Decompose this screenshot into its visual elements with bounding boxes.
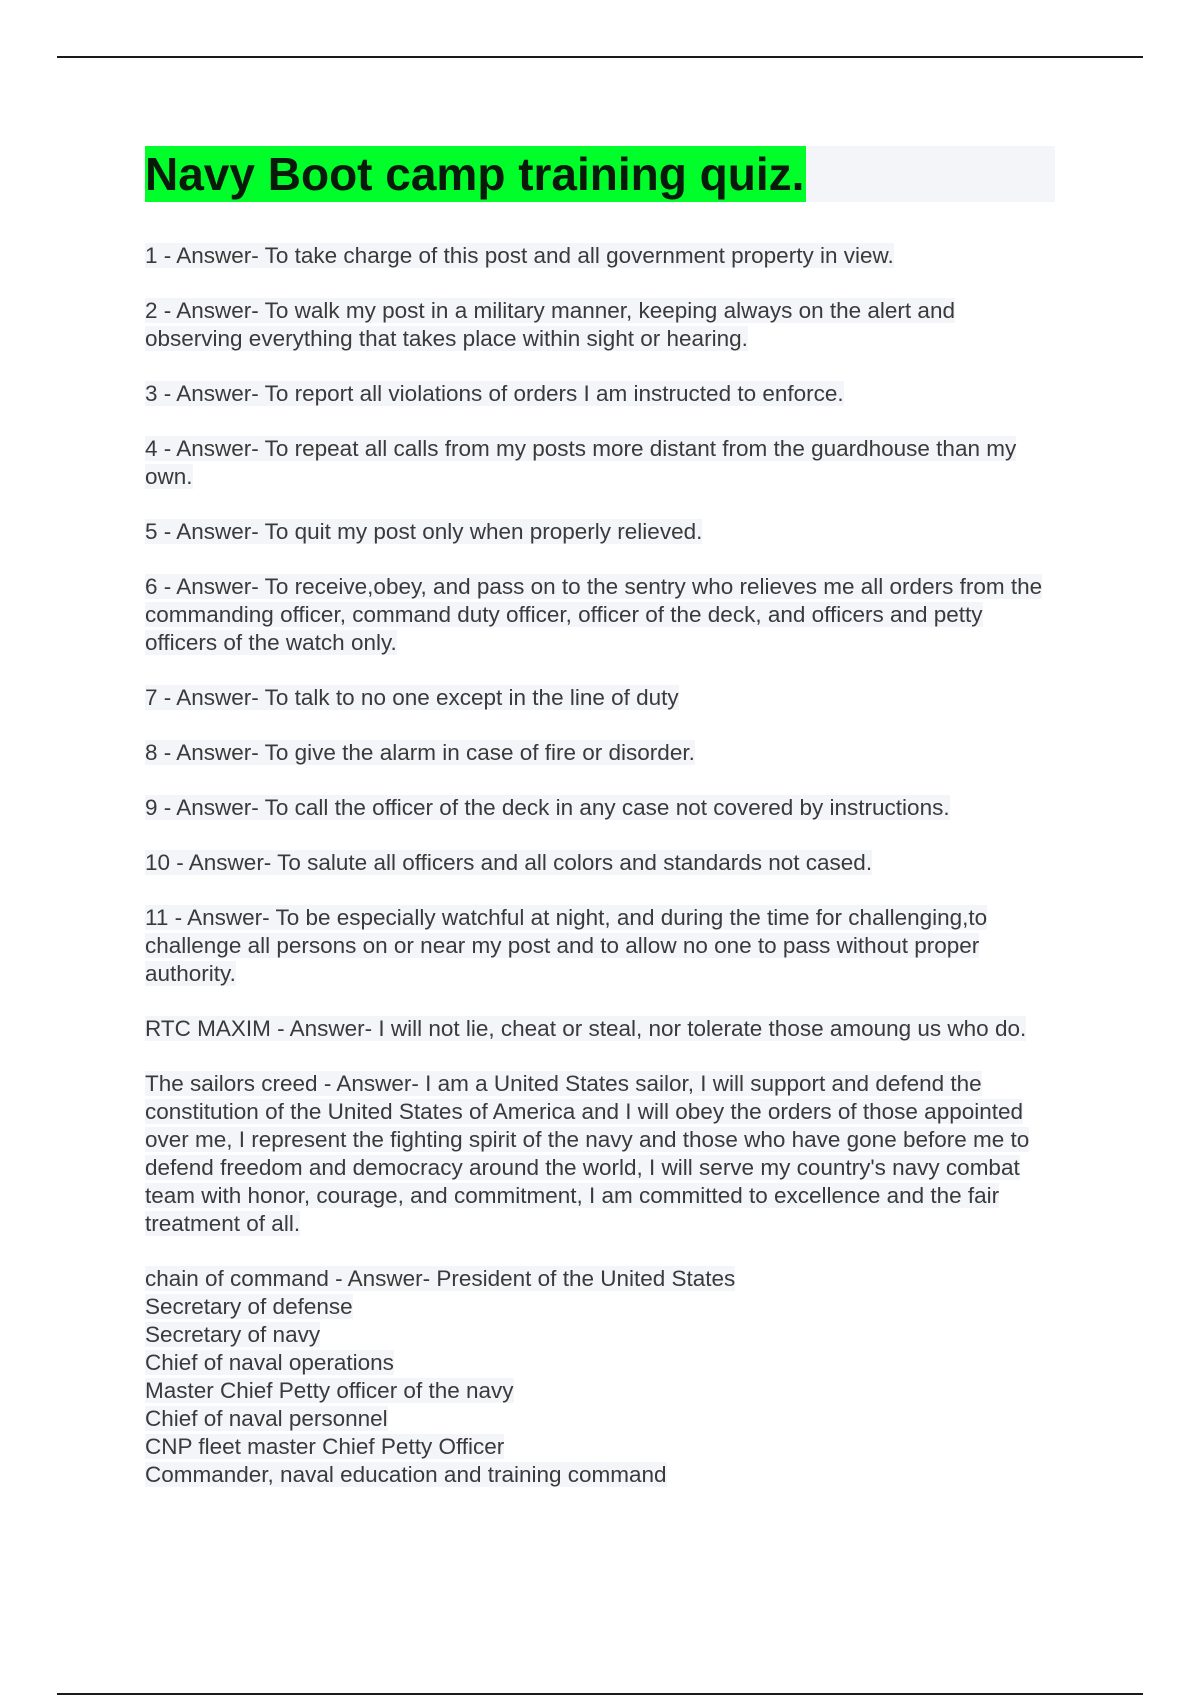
- answer-4: [145, 435, 1055, 491]
- chain-item-text: Chief of naval personnel: [145, 1406, 388, 1431]
- chain-item-text: Master Chief Petty officer of the navy: [145, 1378, 514, 1403]
- answer-6-text: 6 - Answer- To receive,obey, and pass on to the sentry who relieves me all orders from the commanding officer, command duty officer, officer of the deck, and officers and petty officers of the watch only.: [145, 574, 1043, 655]
- chain-item: [145, 1349, 1055, 1377]
- answer-9-text: 9 - Answer- To call the officer of the deck in any case not covered by instructions.: [145, 795, 950, 820]
- answer-5: [145, 518, 1055, 546]
- answer-11: [145, 904, 1055, 988]
- answer-7-text: 7 - Answer- To talk to no one except in the line of duty: [145, 685, 679, 710]
- chain-item-text: Chief of naval operations: [145, 1350, 394, 1375]
- chain-of-command: [145, 1265, 1055, 1489]
- chain-item: [145, 1461, 1055, 1489]
- answer-7: [145, 684, 1055, 712]
- page-title: Navy Boot camp training quiz.: [145, 148, 805, 200]
- document-body: [145, 146, 1055, 1489]
- chain-item: [145, 1405, 1055, 1433]
- answer-8: [145, 739, 1055, 767]
- sailors-creed: [145, 1070, 1055, 1238]
- answer-10-text: 10 - Answer- To salute all officers and all colors and standards not cased.: [145, 850, 873, 875]
- chain-item-text: chain of command - Answer- President of the United States: [145, 1266, 736, 1291]
- chain-item: [145, 1433, 1055, 1461]
- answer-1-text: 1 - Answer- To take charge of this post and all government property in view.: [145, 243, 894, 268]
- rtc-maxim-text: RTC MAXIM - Answer- I will not lie, cheat or steal, nor tolerate those amoung us who do.: [145, 1016, 1027, 1041]
- chain-item-text: Commander, naval education and training command: [145, 1462, 667, 1487]
- answer-3-text: 3 - Answer- To report all violations of orders I am instructed to enforce.: [145, 381, 844, 406]
- answer-2-text: 2 - Answer- To walk my post in a military manner, keeping always on the alert and observing everything that takes place within sight or hearing.: [145, 298, 955, 351]
- answer-9: [145, 794, 1055, 822]
- bottom-rule: [57, 1693, 1143, 1695]
- answer-1: [145, 242, 1055, 270]
- answer-6: [145, 573, 1055, 657]
- answer-3: [145, 380, 1055, 408]
- chain-item: [145, 1377, 1055, 1405]
- chain-item: [145, 1293, 1055, 1321]
- answer-8-text: 8 - Answer- To give the alarm in case of fire or disorder.: [145, 740, 695, 765]
- answer-10: [145, 849, 1055, 877]
- answer-11-text: 11 - Answer- To be especially watchful at night, and during the time for challenging,to challenge all persons on or near my post and to allow no one to pass without proper authority.: [145, 905, 988, 986]
- title-bar: [145, 146, 1055, 202]
- answer-2: [145, 297, 1055, 353]
- answer-5-text: 5 - Answer- To quit my post only when properly relieved.: [145, 519, 703, 544]
- answer-4-text: 4 - Answer- To repeat all calls from my posts more distant from the guardhouse than my own.: [145, 436, 1017, 489]
- chain-item-text: CNP fleet master Chief Petty Officer: [145, 1434, 505, 1459]
- chain-item-text: Secretary of navy: [145, 1322, 321, 1347]
- chain-item: [145, 1321, 1055, 1349]
- chain-item-text: Secretary of defense: [145, 1294, 353, 1319]
- sailors-creed-text: The sailors creed - Answer- I am a United States sailor, I will support and defend the constitution of the United States of America and I will obey the orders of those appointed over me, I represent the fighting spirit of the navy and those who have gone before me to defend freedom and democracy around the world, I will serve my country's navy combat team with honor, courage, and commitment, I am committed to excellence and the fair treatment of all.: [145, 1071, 1030, 1236]
- chain-item: [145, 1265, 1055, 1293]
- rtc-maxim: [145, 1015, 1055, 1043]
- top-rule: [57, 56, 1143, 58]
